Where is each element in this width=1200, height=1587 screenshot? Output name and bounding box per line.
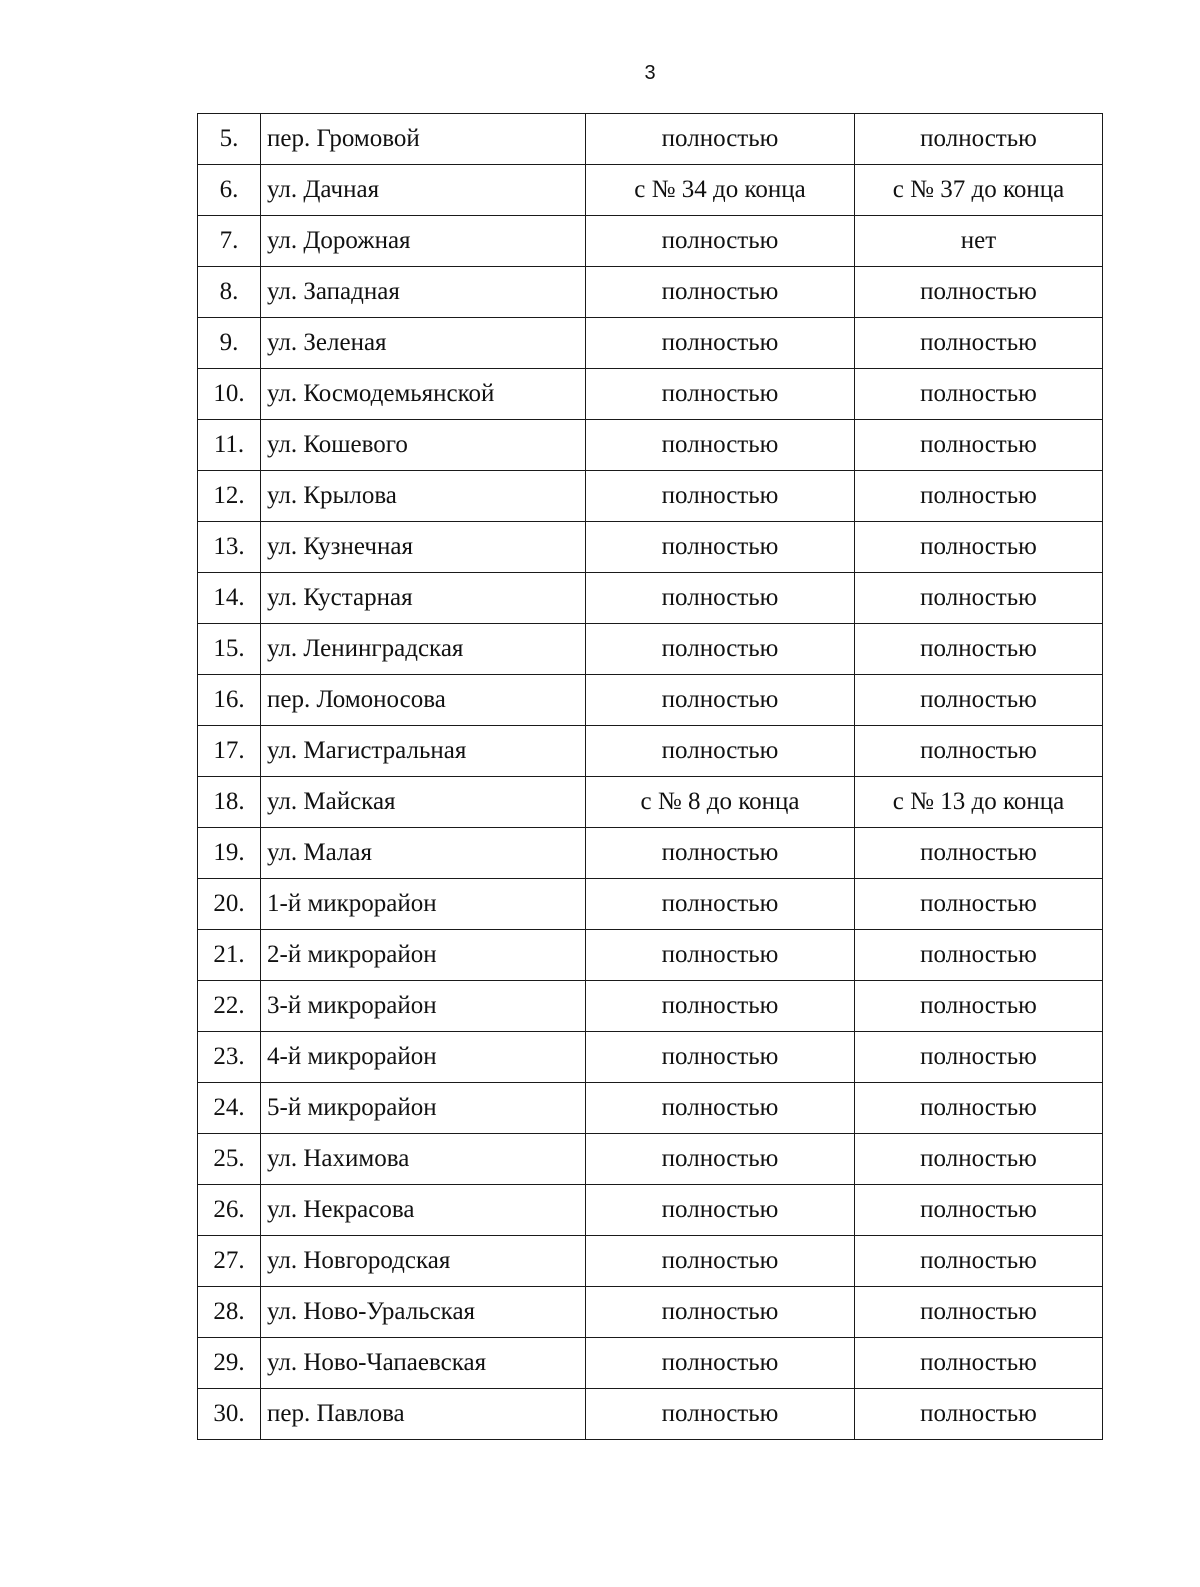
coverage-a-cell: полностью (586, 369, 855, 420)
row-number-cell: 13. (198, 522, 261, 573)
row-number-cell: 18. (198, 777, 261, 828)
coverage-a-cell: полностью (586, 420, 855, 471)
table-row (198, 777, 1103, 828)
coverage-a-cell: полностью (586, 1389, 855, 1440)
row-number-cell: 19. (198, 828, 261, 879)
page-number: 3 (644, 62, 656, 84)
coverage-b-cell: полностью (855, 1338, 1103, 1389)
table-row (198, 165, 1103, 216)
street-name-cell: ул. Магистральная (261, 726, 586, 777)
row-number-cell: 27. (198, 1236, 261, 1287)
coverage-b-cell: полностью (855, 1134, 1103, 1185)
street-name-cell: 3-й микрорайон (261, 981, 586, 1032)
row-number-cell: 17. (198, 726, 261, 777)
street-name-cell: ул. Ленинградская (261, 624, 586, 675)
street-name-cell: 1-й микрорайон (261, 879, 586, 930)
coverage-a-cell: полностью (586, 828, 855, 879)
coverage-a-cell: полностью (586, 114, 855, 165)
coverage-b-cell: полностью (855, 1236, 1103, 1287)
row-number-cell: 10. (198, 369, 261, 420)
table-body (198, 114, 1103, 1440)
coverage-b-cell: полностью (855, 522, 1103, 573)
table-row (198, 114, 1103, 165)
coverage-a-cell: полностью (586, 216, 855, 267)
table-row (198, 930, 1103, 981)
row-number-cell: 9. (198, 318, 261, 369)
coverage-a-cell: полностью (586, 1287, 855, 1338)
table-row (198, 318, 1103, 369)
coverage-a-cell: полностью (586, 267, 855, 318)
row-number-cell: 12. (198, 471, 261, 522)
coverage-b-cell: полностью (855, 624, 1103, 675)
street-name-cell: ул. Космодемьянской (261, 369, 586, 420)
coverage-a-cell: полностью (586, 522, 855, 573)
row-number-cell: 20. (198, 879, 261, 930)
row-number-cell: 24. (198, 1083, 261, 1134)
row-number-cell: 28. (198, 1287, 261, 1338)
street-name-cell: ул. Западная (261, 267, 586, 318)
coverage-b-cell: с № 13 до конца (855, 777, 1103, 828)
table-row (198, 1287, 1103, 1338)
row-number-cell: 23. (198, 1032, 261, 1083)
table-row (198, 216, 1103, 267)
street-name-cell: пер. Громовой (261, 114, 586, 165)
coverage-a-cell: полностью (586, 675, 855, 726)
coverage-b-cell: полностью (855, 1032, 1103, 1083)
table-row (198, 1338, 1103, 1389)
row-number-cell: 30. (198, 1389, 261, 1440)
coverage-a-cell: полностью (586, 1032, 855, 1083)
coverage-b-cell: полностью (855, 981, 1103, 1032)
table-row (198, 369, 1103, 420)
coverage-b-cell: полностью (855, 726, 1103, 777)
coverage-a-cell: полностью (586, 1185, 855, 1236)
coverage-b-cell: с № 37 до конца (855, 165, 1103, 216)
coverage-a-cell: полностью (586, 318, 855, 369)
table-row (198, 267, 1103, 318)
street-name-cell: 4-й микрорайон (261, 1032, 586, 1083)
street-name-cell: пер. Павлова (261, 1389, 586, 1440)
table-row (198, 1185, 1103, 1236)
table-row (198, 1389, 1103, 1440)
row-number-cell: 16. (198, 675, 261, 726)
row-number-cell: 14. (198, 573, 261, 624)
table-row (198, 471, 1103, 522)
coverage-b-cell: полностью (855, 828, 1103, 879)
street-table (197, 113, 1103, 1440)
table-row (198, 1134, 1103, 1185)
table-row (198, 675, 1103, 726)
street-name-cell: ул. Нахимова (261, 1134, 586, 1185)
coverage-b-cell: полностью (855, 267, 1103, 318)
coverage-a-cell: полностью (586, 1236, 855, 1287)
row-number-cell: 25. (198, 1134, 261, 1185)
coverage-b-cell: полностью (855, 1083, 1103, 1134)
coverage-b-cell: полностью (855, 1287, 1103, 1338)
row-number-cell: 5. (198, 114, 261, 165)
row-number-cell: 26. (198, 1185, 261, 1236)
row-number-cell: 8. (198, 267, 261, 318)
table-row (198, 1083, 1103, 1134)
table-row (198, 828, 1103, 879)
row-number-cell: 22. (198, 981, 261, 1032)
row-number-cell: 11. (198, 420, 261, 471)
street-name-cell: ул. Малая (261, 828, 586, 879)
street-name-cell: ул. Майская (261, 777, 586, 828)
coverage-b-cell: полностью (855, 114, 1103, 165)
coverage-a-cell: полностью (586, 1083, 855, 1134)
coverage-a-cell: полностью (586, 471, 855, 522)
coverage-a-cell: полностью (586, 1134, 855, 1185)
street-name-cell: ул. Кошевого (261, 420, 586, 471)
row-number-cell: 6. (198, 165, 261, 216)
table-row (198, 573, 1103, 624)
coverage-a-cell: с № 34 до конца (586, 165, 855, 216)
street-name-cell: ул. Зеленая (261, 318, 586, 369)
table-row (198, 726, 1103, 777)
row-number-cell: 7. (198, 216, 261, 267)
coverage-a-cell: полностью (586, 879, 855, 930)
row-number-cell: 21. (198, 930, 261, 981)
street-name-cell: ул. Кустарная (261, 573, 586, 624)
coverage-b-cell: полностью (855, 1389, 1103, 1440)
coverage-b-cell: полностью (855, 318, 1103, 369)
coverage-b-cell: полностью (855, 573, 1103, 624)
coverage-b-cell: полностью (855, 471, 1103, 522)
coverage-b-cell: полностью (855, 1185, 1103, 1236)
table-row (198, 879, 1103, 930)
street-name-cell: 2-й микрорайон (261, 930, 586, 981)
street-name-cell: ул. Ново-Уральская (261, 1287, 586, 1338)
coverage-b-cell: полностью (855, 879, 1103, 930)
street-name-cell: ул. Дачная (261, 165, 586, 216)
coverage-a-cell: полностью (586, 726, 855, 777)
coverage-b-cell: нет (855, 216, 1103, 267)
table-row (198, 1236, 1103, 1287)
coverage-b-cell: полностью (855, 675, 1103, 726)
street-name-cell: ул. Крылова (261, 471, 586, 522)
table-row (198, 522, 1103, 573)
coverage-a-cell: полностью (586, 624, 855, 675)
street-name-cell: ул. Некрасова (261, 1185, 586, 1236)
row-number-cell: 29. (198, 1338, 261, 1389)
coverage-b-cell: полностью (855, 369, 1103, 420)
table-row (198, 981, 1103, 1032)
table-row (198, 420, 1103, 471)
coverage-a-cell: полностью (586, 981, 855, 1032)
street-name-cell: 5-й микрорайон (261, 1083, 586, 1134)
coverage-b-cell: полностью (855, 930, 1103, 981)
street-name-cell: ул. Кузнечная (261, 522, 586, 573)
coverage-a-cell: полностью (586, 930, 855, 981)
street-name-cell: ул. Дорожная (261, 216, 586, 267)
coverage-a-cell: полностью (586, 1338, 855, 1389)
coverage-a-cell: с № 8 до конца (586, 777, 855, 828)
row-number-cell: 15. (198, 624, 261, 675)
table-row (198, 1032, 1103, 1083)
street-name-cell: ул. Новгородская (261, 1236, 586, 1287)
street-name-cell: ул. Ново-Чапаевская (261, 1338, 586, 1389)
coverage-a-cell: полностью (586, 573, 855, 624)
street-name-cell: пер. Ломоносова (261, 675, 586, 726)
table-row (198, 624, 1103, 675)
coverage-b-cell: полностью (855, 420, 1103, 471)
